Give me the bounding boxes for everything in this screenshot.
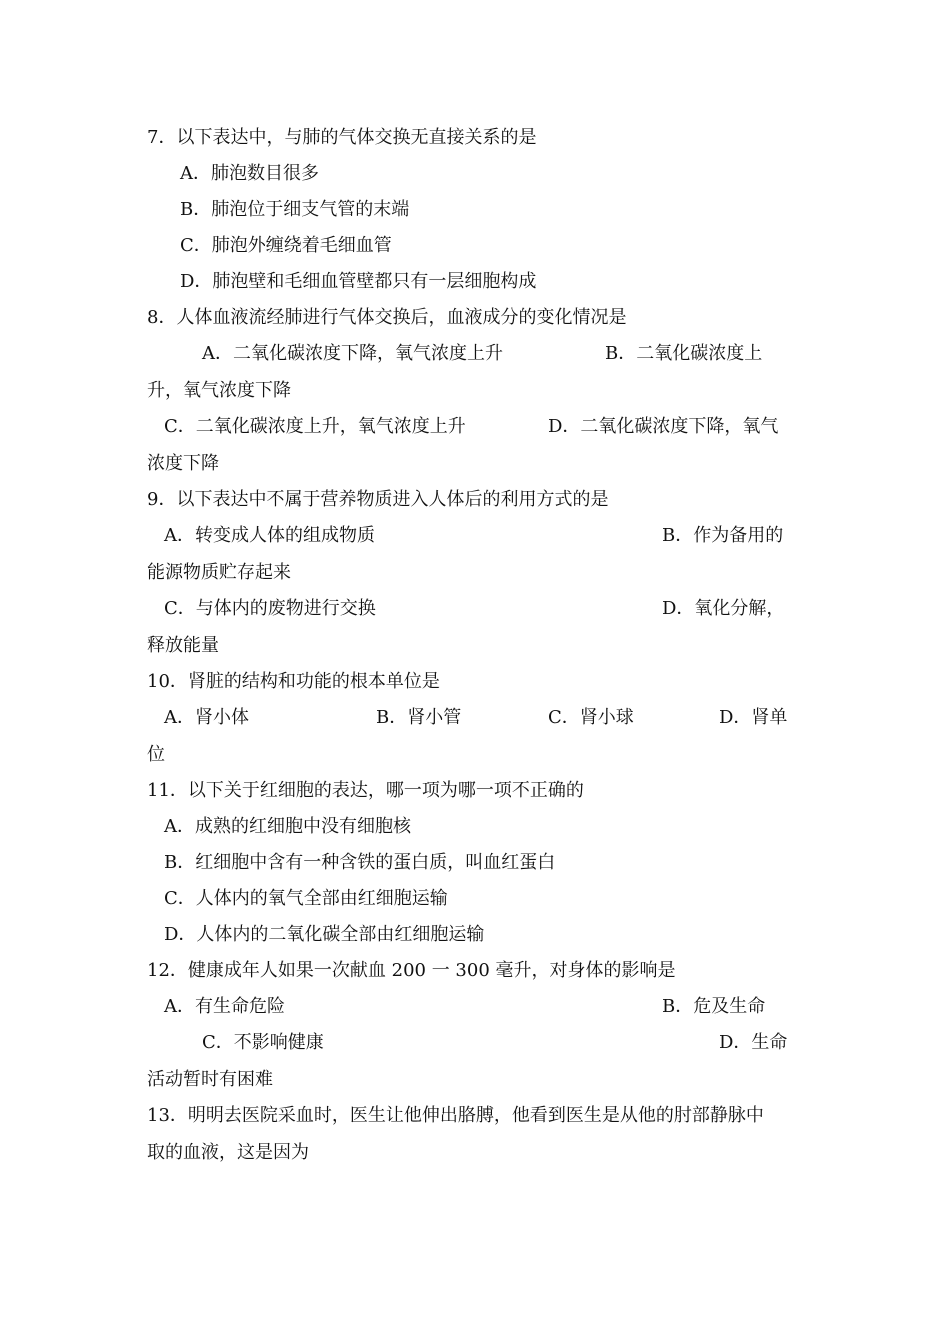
- question-8-option-d: D．二氧化碳浓度下降，氧气: [548, 416, 779, 437]
- question-9-option-c: C．与体内的废物进行交换: [164, 598, 376, 619]
- question-10-stem: 10．肾脏的结构和功能的根本单位是: [147, 671, 440, 692]
- question-13-stem: 13．明明去医院采血时，医生让他伸出胳膊，他看到医生是从他的肘部静脉中: [147, 1105, 764, 1126]
- question-10-option-d-continued: 位: [147, 744, 165, 765]
- question-12-option-b: B．危及生命: [662, 996, 766, 1017]
- question-8-option-c: C．二氧化碳浓度上升，氧气浓度上升: [164, 416, 466, 437]
- question-9-option-b: B．作为备用的: [662, 525, 784, 546]
- question-8-option-d-continued: 浓度下降: [147, 453, 219, 474]
- question-7-option-c: C．肺泡外缠绕着毛细血管: [180, 235, 392, 256]
- question-11-option-a: A．成熟的红细胞中没有细胞核: [164, 816, 411, 837]
- question-11-option-c: C．人体内的氧气全部由红细胞运输: [164, 888, 448, 909]
- question-12-option-d: D．生命: [719, 1032, 788, 1053]
- question-9-option-a: A．转变成人体的组成物质: [164, 525, 375, 546]
- question-7-option-a: A．肺泡数目很多: [180, 163, 319, 184]
- question-9-option-d-continued: 释放能量: [147, 635, 219, 656]
- question-10-option-d: D．肾单: [719, 707, 788, 728]
- question-9-option-d: D．氧化分解，: [662, 598, 785, 619]
- question-9-option-b-continued: 能源物质贮存起来: [147, 562, 291, 583]
- question-8-stem: 8．人体血液流经肺进行气体交换后，血液成分的变化情况是: [147, 307, 627, 328]
- question-12-option-a: A．有生命危险: [164, 996, 285, 1017]
- question-9-stem: 9．以下表达中不属于营养物质进入人体后的利用方式的是: [147, 489, 609, 510]
- question-7-option-d: D．肺泡壁和毛细血管壁都只有一层细胞构成: [180, 271, 537, 292]
- question-11-option-d: D．人体内的二氧化碳全部由红细胞运输: [164, 924, 485, 945]
- question-12-option-d-continued: 活动暂时有困难: [147, 1069, 273, 1090]
- question-13-stem-continued: 取的血液，这是因为: [147, 1142, 309, 1163]
- question-11-option-b: B．红细胞中含有一种含铁的蛋白质，叫血红蛋白: [164, 852, 556, 873]
- question-7-option-b: B．肺泡位于细支气管的末端: [180, 199, 410, 220]
- question-8-option-b: B．二氧化碳浓度上: [605, 343, 763, 364]
- question-12-option-c: C．不影响健康: [202, 1032, 324, 1053]
- question-10-option-c: C．肾小球: [548, 707, 634, 728]
- question-8-option-b-continued: 升，氧气浓度下降: [147, 380, 291, 401]
- question-10-option-a: A．肾小体: [164, 707, 249, 728]
- question-8-option-a: A．二氧化碳浓度下降，氧气浓度上升: [202, 343, 503, 364]
- question-11-stem: 11．以下关于红细胞的表达，哪一项为哪一项不正确的: [147, 780, 584, 801]
- question-7-stem: 7．以下表达中，与肺的气体交换无直接关系的是: [147, 127, 537, 148]
- question-10-option-b: B．肾小管: [376, 707, 462, 728]
- question-12-stem: 12．健康成年人如果一次献血 200 一 300 毫升，对身体的影响是: [147, 960, 676, 981]
